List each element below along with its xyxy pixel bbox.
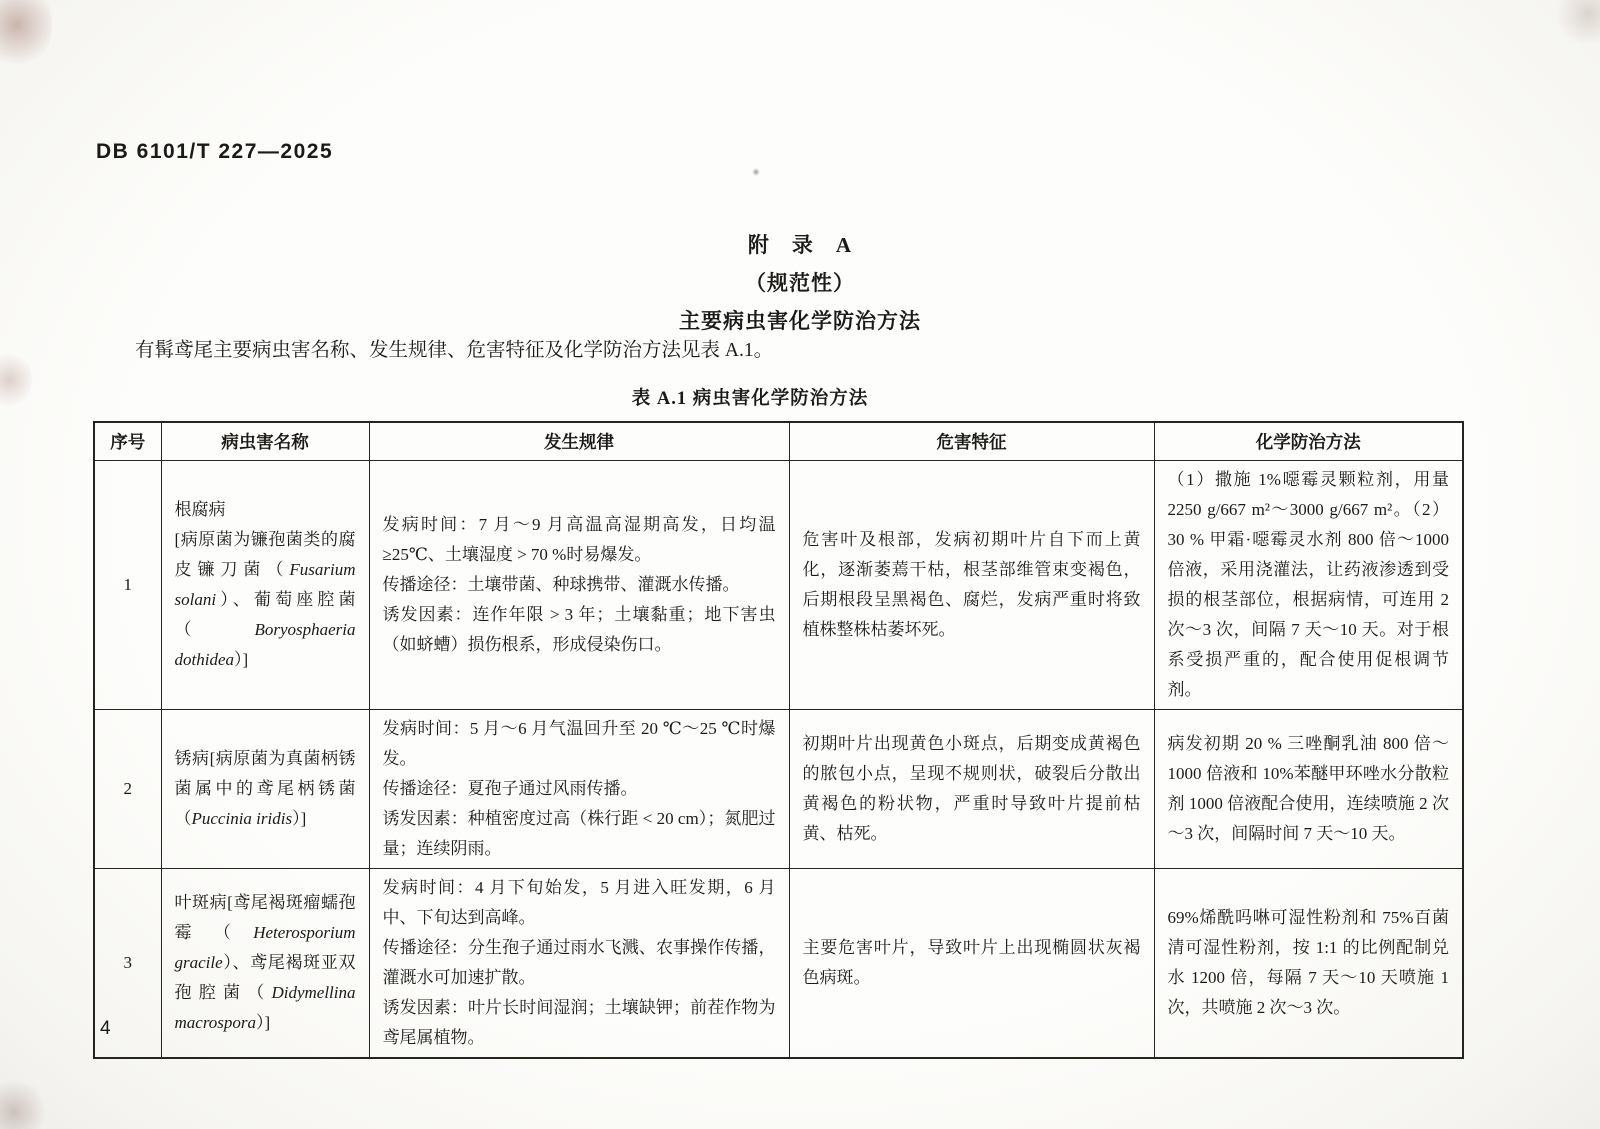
scan-artifact <box>0 1077 44 1129</box>
table-row <box>94 461 1463 710</box>
cell-damage-characteristics: 主要危害叶片，导致叶片上出现椭圆状灰褐色病斑。 <box>789 869 1154 1059</box>
scan-artifact <box>752 168 760 176</box>
appendix-normative-label: （规范性） <box>745 271 855 295</box>
doc-number: DB 6101/T 227—2025 <box>96 140 334 163</box>
cell-pest-name: 锈病[病原菌为真菌柄锈菌属中的鸢尾柄锈菌（Puccinia iridis）] <box>161 710 369 869</box>
table-row <box>94 710 1463 869</box>
scan-artifact <box>0 0 52 70</box>
cell-pest-name: 根腐病 [病原菌为镰孢菌类的腐皮镰刀菌（Fusarium solani）、葡萄座腔菌（Boryosphaeria dothidea）] <box>161 461 369 710</box>
table-row <box>94 869 1463 1059</box>
cell-occurrence-pattern: 发病时间：5 月～6 月气温回升至 20 ℃～25 ℃时爆发。 传播途径：夏孢子通过风雨传播。 诱发因素：种植密度过高（株行距 < 20 cm）；氮肥过量；连续阴雨。 <box>369 710 789 869</box>
column-header: 危害特征 <box>789 422 1154 461</box>
table-header-row <box>94 422 1463 461</box>
cell-occurrence-pattern: 发病时间：7 月～9 月高温高湿期高发，日均温 ≥25℃、土壤湿度 > 70 %时易爆发。 传播途径：土壤带菌、种球携带、灌溉水传播。 诱发因素：连作年限 > 3 年；土壤黏重；地下害虫（如蛴螬）损伤根系，形成侵染伤口。 <box>369 461 789 710</box>
cell-damage-characteristics: 初期叶片出现黄色小斑点，后期变成黄褐色的脓包小点，呈现不规则状，破裂后分散出黄褐色的粉状物，严重时导致叶片提前枯黄、枯死。 <box>789 710 1154 869</box>
appendix-subject: 主要病虫害化学防治方法 <box>679 309 921 333</box>
scan-artifact <box>1556 0 1600 46</box>
intro-paragraph: 有髯鸢尾主要病虫害名称、发生规律、危害特征及化学防治方法见表 A.1。 <box>135 340 774 361</box>
appendix-title-block <box>0 226 1600 340</box>
column-header: 化学防治方法 <box>1154 422 1463 461</box>
cell-occurrence-pattern: 发病时间：4 月下旬始发，5 月进入旺发期，6 月中、下旬达到高峰。 传播途径：分生孢子通过雨水飞溅、农事操作传播，灌溉水可加速扩散。 诱发因素：叶片长时间湿润；土壤缺钾；前茬作物为鸢尾属植物。 <box>369 869 789 1059</box>
cell-index: 3 <box>94 869 161 1059</box>
cell-chemical-control: （1）撒施 1%噁霉灵颗粒剂，用量 2250 g/667 m²～3000 g/667 m²。（2）30 % 甲霜·噁霉灵水剂 800 倍～1000 倍液，采用浇灌法，让药液渗透到受损的根茎部位，根据病情，可连用 2 次～3 次，间隔 7 天～10 天。对于根系受损严重的，配合使用促根调节剂。 <box>1154 461 1463 710</box>
pest-control-table <box>93 421 1464 1059</box>
table-caption: 表 A.1 病虫害化学防治方法 <box>631 389 869 409</box>
cell-pest-name: 叶斑病[鸢尾褐斑瘤蠕孢霉（Heterosporium gracile）、鸢尾褐斑亚双孢腔菌（Didymellina macrospora）] <box>161 869 369 1059</box>
appendix-title: 附 录 A <box>747 233 853 257</box>
cell-index: 2 <box>94 710 161 869</box>
cell-chemical-control: 病发初期 20 % 三唑酮乳油 800 倍～1000 倍液和 10%苯醚甲环唑水分散粒剂 1000 倍液配合使用，连续喷施 2 次～3 次，间隔时间 7 天～10 天。 <box>1154 710 1463 869</box>
cell-index: 1 <box>94 461 161 710</box>
cell-damage-characteristics: 危害叶及根部，发病初期叶片自下而上黄化，逐渐萎蔫干枯，根茎部维管束变褐色，后期根段呈黑褐色、腐烂，发病严重时将致植株整株枯萎坏死。 <box>789 461 1154 710</box>
column-header: 病虫害名称 <box>161 422 369 461</box>
column-header: 发生规律 <box>369 422 789 461</box>
cell-chemical-control: 69%烯酰吗啉可湿性粉剂和 75%百菌清可湿性粉剂，按 1:1 的比例配制兑水 1200 倍，每隔 7 天～10 天喷施 1 次，共喷施 2 次～3 次。 <box>1154 869 1463 1059</box>
page-number: 4 <box>100 1018 111 1039</box>
column-header: 序号 <box>94 422 161 461</box>
